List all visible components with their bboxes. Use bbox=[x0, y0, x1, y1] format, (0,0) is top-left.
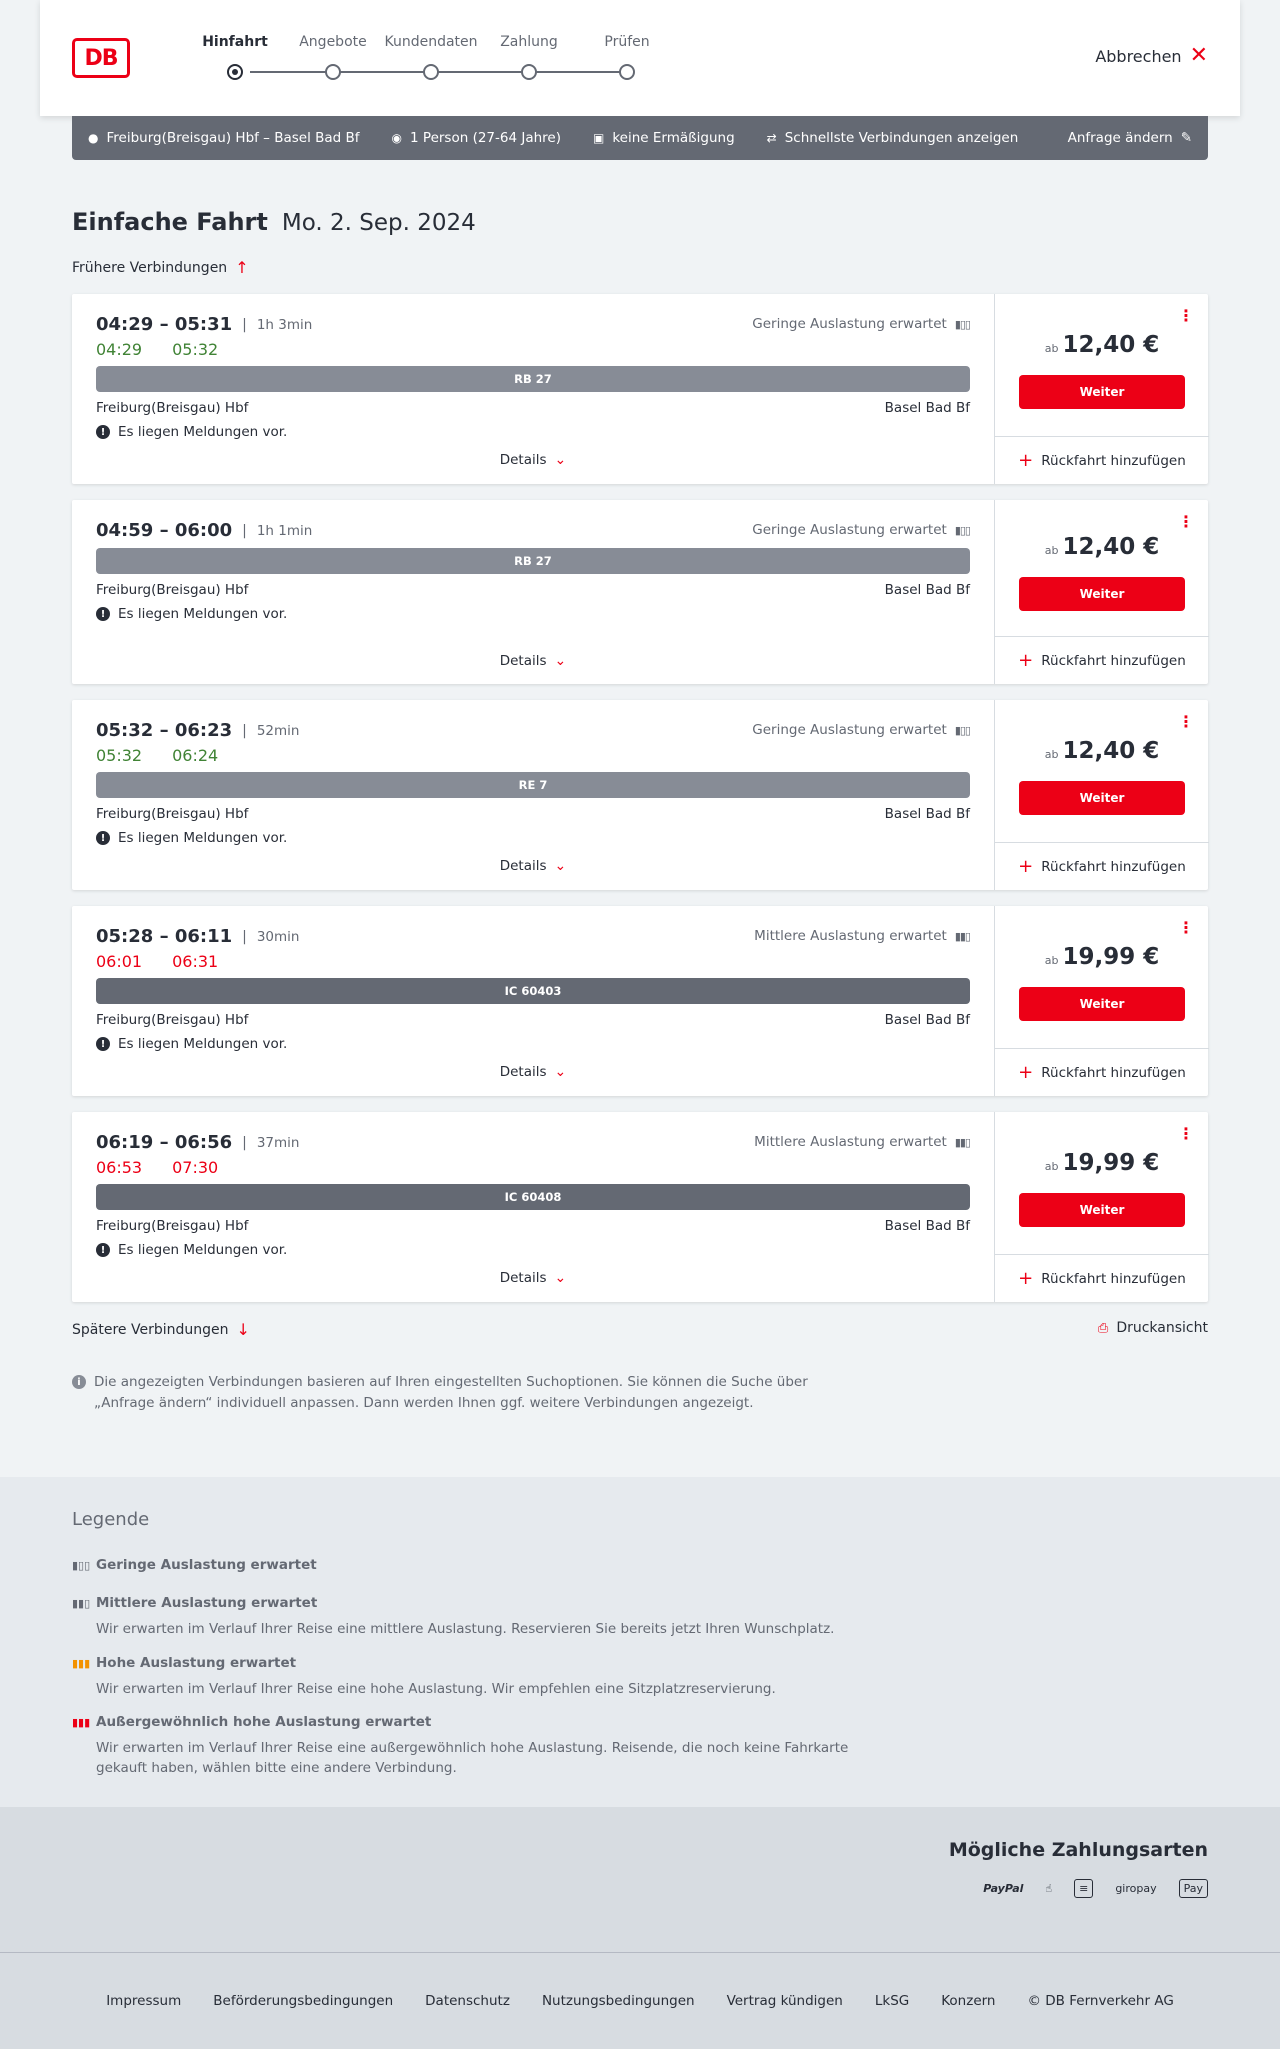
legend-description: Wir erwarten im Verlauf Ihrer Reise eine mittlere Auslastung. Reservieren Sie bereits jetzt Ihren Wunschplatz. bbox=[96, 1621, 835, 1637]
price-panel bbox=[994, 500, 1208, 684]
giropay-icon: giropay bbox=[1115, 1882, 1157, 1895]
warning-icon: ! bbox=[96, 607, 110, 621]
occupancy-info bbox=[752, 522, 970, 538]
page-title bbox=[72, 208, 476, 236]
step-dot bbox=[423, 64, 439, 80]
planned-times bbox=[96, 314, 312, 335]
cancel-label: Abbrechen bbox=[1095, 46, 1182, 66]
legend-item-title bbox=[72, 1595, 872, 1611]
legend-item-title bbox=[72, 1655, 872, 1671]
notice-text: Es liegen Meldungen vor. bbox=[118, 424, 288, 440]
more-options-icon[interactable]: ⋮ bbox=[1178, 918, 1194, 937]
realtime-departure: 06:53 bbox=[96, 1158, 143, 1177]
footer-link-datenschutz[interactable]: Datenschutz bbox=[425, 1993, 510, 2009]
connection-details-panel bbox=[72, 700, 994, 890]
occupancy-very-high-icon: ▮▮▮ bbox=[72, 1715, 91, 1729]
legend-description: Wir erwarten im Verlauf Ihrer Reise eine hohe Auslastung. Wir empfehlen eine Sitzplatzreservierung. bbox=[96, 1681, 776, 1697]
chevron-down-icon: ⌄ bbox=[554, 653, 567, 669]
details-label: Details bbox=[499, 452, 547, 468]
departure-arrival: 04:29 – 05:31 bbox=[96, 314, 233, 335]
realtime-times bbox=[96, 1158, 218, 1177]
step-label: Prüfen bbox=[604, 34, 650, 50]
legend-label: Außergewöhnlich hohe Auslastung erwartet bbox=[96, 1714, 432, 1730]
price-amount: 19,99 € bbox=[1062, 944, 1160, 970]
price bbox=[995, 332, 1209, 358]
destination-station: Basel Bad Bf bbox=[884, 1012, 970, 1028]
connection-card bbox=[72, 294, 1208, 484]
apple-pay-icon: Pay bbox=[1179, 1879, 1208, 1898]
price bbox=[995, 1150, 1209, 1176]
add-return-trip-button[interactable] bbox=[995, 1254, 1209, 1302]
more-options-icon[interactable]: ⋮ bbox=[1178, 712, 1194, 731]
notice-text: Es liegen Meldungen vor. bbox=[118, 606, 288, 622]
legend-item-title bbox=[72, 1557, 872, 1573]
notice-text: Es liegen Meldungen vor. bbox=[118, 830, 288, 846]
continue-button[interactable]: Weiter bbox=[1019, 781, 1185, 815]
sepa-icon: ≡ bbox=[1074, 1879, 1093, 1898]
search-info-note bbox=[72, 1372, 852, 1414]
departure-arrival: 06:19 – 06:56 bbox=[96, 1132, 233, 1153]
price-amount: 12,40 € bbox=[1062, 332, 1160, 358]
connection-details-panel bbox=[72, 1112, 994, 1302]
departure-arrival: 04:59 – 06:00 bbox=[96, 520, 233, 541]
footer-link-lksg[interactable]: LkSG bbox=[874, 1993, 910, 2009]
step-dot bbox=[619, 64, 635, 80]
connection-card bbox=[72, 1112, 1208, 1302]
train-bar[interactable]: IC 60408 bbox=[96, 1184, 970, 1210]
occupancy-medium-icon: ▮▮▯ bbox=[954, 1135, 970, 1149]
notice bbox=[96, 606, 287, 622]
details-label: Details bbox=[499, 653, 547, 669]
price bbox=[995, 534, 1209, 560]
warning-icon: ! bbox=[96, 831, 110, 845]
add-return-trip-button[interactable] bbox=[995, 1048, 1209, 1096]
add-return-label: Rückfahrt hinzufügen bbox=[1041, 858, 1186, 875]
stations bbox=[96, 806, 970, 822]
realtime-departure: 04:29 bbox=[96, 340, 143, 359]
pencil-icon: ✎ bbox=[1180, 130, 1192, 146]
discount-text: keine Ermäßigung bbox=[612, 130, 735, 146]
price-amount: 12,40 € bbox=[1062, 738, 1160, 764]
origin-station: Freiburg(Breisgau) Hbf bbox=[96, 806, 249, 822]
price-panel bbox=[994, 700, 1208, 890]
add-return-label: Rückfahrt hinzufügen bbox=[1041, 1064, 1186, 1081]
plus-icon: + bbox=[1018, 650, 1034, 671]
plus-icon: + bbox=[1018, 450, 1034, 471]
details-label: Details bbox=[499, 1270, 547, 1286]
price-panel bbox=[994, 1112, 1208, 1302]
separator: | bbox=[242, 722, 247, 739]
footer bbox=[0, 1952, 1280, 2049]
planned-times bbox=[96, 926, 299, 947]
departure-arrival: 05:28 – 06:11 bbox=[96, 926, 233, 947]
planned-times bbox=[96, 1132, 299, 1153]
print-view-link[interactable] bbox=[1098, 1320, 1208, 1336]
footer-copyright: © DB Fernverkehr AG bbox=[1027, 1993, 1174, 2009]
connection-card bbox=[72, 700, 1208, 890]
train-bar[interactable]: RB 27 bbox=[96, 366, 970, 392]
realtime-times bbox=[96, 340, 218, 359]
notice bbox=[96, 1242, 287, 1258]
trip-type-title: Einfache Fahrt bbox=[72, 208, 268, 236]
step-angebote[interactable] bbox=[278, 34, 388, 80]
step-label: Angebote bbox=[299, 34, 367, 50]
duration: 30min bbox=[256, 928, 300, 945]
separator: | bbox=[242, 928, 247, 945]
destination-station: Basel Bad Bf bbox=[884, 806, 970, 822]
footer-link-konzern[interactable]: Konzern bbox=[941, 1993, 996, 2009]
add-return-label: Rückfahrt hinzufügen bbox=[1041, 452, 1186, 469]
price-prefix: ab bbox=[1044, 544, 1059, 557]
train-bar[interactable]: RE 7 bbox=[96, 772, 970, 798]
step-hinfahrt[interactable] bbox=[180, 34, 290, 80]
chevron-down-icon: ⌄ bbox=[554, 1270, 567, 1286]
details-label: Details bbox=[499, 1064, 547, 1080]
realtime-arrival: 06:31 bbox=[172, 952, 219, 971]
more-options-icon[interactable]: ⋮ bbox=[1178, 1124, 1194, 1143]
planned-times bbox=[96, 720, 299, 741]
add-return-trip-button[interactable] bbox=[995, 436, 1209, 484]
payment-methods bbox=[0, 1807, 1280, 1952]
details-toggle[interactable] bbox=[72, 452, 994, 468]
details-toggle[interactable] bbox=[72, 1064, 994, 1080]
warning-icon: ! bbox=[96, 1037, 110, 1051]
realtime-arrival: 05:32 bbox=[172, 340, 219, 359]
legend-description: Wir erwarten im Verlauf Ihrer Reise eine außergewöhnlich hohe Auslastung. Reisende, die noch keine Fahrkarte gekauft haben, wählen bitte eine andere Verbindung. bbox=[96, 1740, 849, 1776]
bahncard-icon: ▣ bbox=[593, 131, 605, 145]
earlier-connections-link[interactable] bbox=[72, 258, 249, 277]
travel-date: Mo. 2. Sep. 2024 bbox=[281, 210, 476, 236]
duration: 37min bbox=[256, 1134, 300, 1151]
occupancy-info bbox=[754, 928, 970, 944]
footer-link-nutzungsbedingungen[interactable]: Nutzungsbedingungen bbox=[541, 1993, 695, 2009]
occupancy-text: Mittlere Auslastung erwartet bbox=[754, 1134, 947, 1150]
departure-arrival: 05:32 – 06:23 bbox=[96, 720, 233, 741]
price-panel bbox=[994, 294, 1208, 484]
legend-item-low bbox=[72, 1557, 872, 1573]
continue-button[interactable]: Weiter bbox=[1019, 577, 1185, 611]
fastest-text: Schnellste Verbindungen anzeigen bbox=[784, 130, 1019, 146]
step-label: Kundendaten bbox=[384, 34, 478, 50]
stepper-line bbox=[250, 71, 630, 73]
separator: | bbox=[242, 316, 247, 333]
add-return-label: Rückfahrt hinzufügen bbox=[1041, 1270, 1186, 1287]
price bbox=[995, 738, 1209, 764]
paypal-icon: PayPal bbox=[983, 1882, 1024, 1895]
notice bbox=[96, 424, 287, 440]
notice-text: Es liegen Meldungen vor. bbox=[118, 1242, 288, 1258]
occupancy-low-icon: ▮▯▯ bbox=[954, 523, 970, 537]
footer-link-impressum[interactable]: Impressum bbox=[106, 1993, 182, 2009]
legend-label: Mittlere Auslastung erwartet bbox=[96, 1595, 318, 1611]
route-text: Freiburg(Breisgau) Hbf – Basel Bad Bf bbox=[106, 130, 360, 146]
price-amount: 19,99 € bbox=[1062, 1150, 1160, 1176]
price bbox=[995, 944, 1209, 970]
step-pruefen[interactable] bbox=[572, 34, 682, 80]
later-connections-link[interactable] bbox=[72, 1320, 250, 1339]
warning-icon: ! bbox=[96, 425, 110, 439]
realtime-times bbox=[96, 952, 218, 971]
stations bbox=[96, 582, 970, 598]
person-icon: ◉ bbox=[391, 131, 403, 145]
printer-icon: ⎙ bbox=[1097, 1320, 1109, 1336]
continue-button[interactable]: Weiter bbox=[1019, 375, 1185, 409]
connection-card bbox=[72, 906, 1208, 1096]
legend-item-high bbox=[72, 1655, 872, 1699]
train-bar[interactable]: RB 27 bbox=[96, 548, 970, 574]
legend-item-title bbox=[72, 1714, 872, 1730]
connection-details-panel bbox=[72, 294, 994, 484]
chevron-down-icon: ⌄ bbox=[554, 1064, 567, 1080]
stations bbox=[96, 1218, 970, 1234]
plus-icon: + bbox=[1018, 856, 1034, 877]
add-return-label: Rückfahrt hinzufügen bbox=[1041, 652, 1186, 669]
step-dot-active bbox=[227, 64, 243, 80]
more-options-icon[interactable]: ⋮ bbox=[1178, 512, 1194, 531]
occupancy-text: Mittlere Auslastung erwartet bbox=[754, 928, 947, 944]
price-panel bbox=[994, 906, 1208, 1096]
realtime-departure: 06:01 bbox=[96, 952, 143, 971]
arrow-up-icon: ↑ bbox=[235, 258, 249, 277]
stations bbox=[96, 400, 970, 416]
info-icon: i bbox=[72, 1375, 86, 1389]
payment-title: Mögliche Zahlungsarten bbox=[948, 1839, 1208, 1861]
planned-times bbox=[96, 520, 312, 541]
occupancy-medium-icon: ▮▮▯ bbox=[954, 929, 970, 943]
price-prefix: ab bbox=[1044, 342, 1059, 355]
price-prefix: ab bbox=[1044, 1160, 1059, 1173]
info-text: Die angezeigten Verbindungen basieren auf Ihren eingestellten Suchoptionen. Sie können die Suche über „Anfrage ändern“ individuell anpassen. Dann werden Ihnen ggf. weitere Verbindungen angezeigt. bbox=[94, 1374, 808, 1411]
footer-links bbox=[0, 1993, 1280, 2009]
credit-card-hand-icon: ☝ bbox=[1045, 1882, 1053, 1895]
legend-item-medium bbox=[72, 1595, 872, 1639]
occupancy-high-icon: ▮▮▮ bbox=[72, 1656, 91, 1670]
realtime-times bbox=[96, 746, 218, 765]
duration: 52min bbox=[256, 722, 300, 739]
legend-label: Geringe Auslastung erwartet bbox=[96, 1557, 317, 1573]
edit-request-button[interactable] bbox=[1068, 130, 1192, 146]
realtime-arrival: 07:30 bbox=[172, 1158, 219, 1177]
fastest-summary bbox=[767, 130, 1019, 146]
occupancy-text: Geringe Auslastung erwartet bbox=[752, 722, 947, 738]
occupancy-low-icon: ▮▯▯ bbox=[954, 317, 970, 331]
occupancy-low-icon: ▮▯▯ bbox=[954, 723, 970, 737]
realtime-arrival: 06:24 bbox=[172, 746, 219, 765]
stations bbox=[96, 1012, 970, 1028]
separator: | bbox=[242, 1134, 247, 1151]
discount-summary bbox=[593, 130, 735, 146]
details-toggle[interactable] bbox=[72, 653, 994, 669]
duration: 1h 1min bbox=[256, 522, 313, 539]
details-toggle[interactable] bbox=[72, 858, 994, 874]
occupancy-info bbox=[752, 316, 970, 332]
step-dot bbox=[521, 64, 537, 80]
occupancy-info bbox=[752, 722, 970, 738]
legend-item-very-high bbox=[72, 1714, 872, 1778]
close-icon: ✕ bbox=[1189, 43, 1208, 68]
connection-details-panel bbox=[72, 906, 994, 1096]
occupancy-low-icon: ▮▯▯ bbox=[72, 1558, 91, 1572]
separator: | bbox=[242, 522, 247, 539]
price-prefix: ab bbox=[1044, 748, 1059, 761]
location-pin-icon: ● bbox=[88, 131, 99, 145]
occupancy-info bbox=[754, 1134, 970, 1150]
arrow-down-icon: ↓ bbox=[236, 1320, 250, 1339]
details-label: Details bbox=[499, 858, 547, 874]
plus-icon: + bbox=[1018, 1268, 1034, 1289]
plus-icon: + bbox=[1018, 1062, 1034, 1083]
continue-button[interactable]: Weiter bbox=[1019, 1193, 1185, 1227]
legend-label: Hohe Auslastung erwartet bbox=[96, 1655, 297, 1671]
payment-icons bbox=[983, 1879, 1208, 1898]
earlier-label: Frühere Verbindungen bbox=[72, 259, 228, 276]
continue-button[interactable]: Weiter bbox=[1019, 987, 1185, 1021]
occupancy-medium-icon: ▮▮▯ bbox=[72, 1596, 91, 1610]
footer-link-vertrag-kuendigen[interactable]: Vertrag kündigen bbox=[726, 1993, 843, 2009]
price-prefix: ab bbox=[1044, 954, 1059, 967]
occupancy-legend bbox=[0, 1477, 1280, 1807]
destination-station: Basel Bad Bf bbox=[884, 400, 970, 416]
train-bar[interactable]: IC 60403 bbox=[96, 978, 970, 1004]
notice-text: Es liegen Meldungen vor. bbox=[118, 1036, 288, 1052]
details-toggle[interactable] bbox=[72, 1270, 994, 1286]
step-zahlung[interactable] bbox=[474, 34, 584, 80]
origin-station: Freiburg(Breisgau) Hbf bbox=[96, 582, 249, 598]
footer-link-befoerderungsbedingungen[interactable]: Beförderungsbedingungen bbox=[213, 1993, 394, 2009]
edit-request-label: Anfrage ändern bbox=[1067, 130, 1173, 146]
duration: 1h 3min bbox=[256, 316, 313, 333]
step-dot bbox=[325, 64, 341, 80]
route-summary bbox=[88, 130, 360, 146]
origin-station: Freiburg(Breisgau) Hbf bbox=[96, 1012, 249, 1028]
print-label: Druckansicht bbox=[1116, 1320, 1208, 1336]
more-options-icon[interactable]: ⋮ bbox=[1178, 306, 1194, 325]
destination-station: Basel Bad Bf bbox=[884, 1218, 970, 1234]
db-logo[interactable]: DB bbox=[72, 38, 130, 78]
add-return-trip-button[interactable] bbox=[995, 636, 1209, 684]
step-label: Hinfahrt bbox=[202, 34, 268, 50]
later-label: Spätere Verbindungen bbox=[72, 1321, 229, 1338]
realtime-departure: 05:32 bbox=[96, 746, 143, 765]
chevron-down-icon: ⌄ bbox=[554, 452, 567, 468]
notice bbox=[96, 1036, 287, 1052]
chevron-down-icon: ⌄ bbox=[554, 858, 567, 874]
cancel-button[interactable] bbox=[1095, 43, 1208, 68]
origin-station: Freiburg(Breisgau) Hbf bbox=[96, 1218, 249, 1234]
legend-title: Legende bbox=[72, 1509, 150, 1530]
persons-summary bbox=[392, 130, 561, 146]
progress-stepper bbox=[180, 34, 680, 84]
persons-text: 1 Person (27-64 Jahre) bbox=[410, 130, 561, 146]
occupancy-text: Geringe Auslastung erwartet bbox=[752, 522, 947, 538]
header bbox=[40, 0, 1240, 116]
add-return-trip-button[interactable] bbox=[995, 842, 1209, 890]
warning-icon: ! bbox=[96, 1243, 110, 1257]
search-summary-bar bbox=[72, 116, 1208, 160]
connection-details-panel bbox=[72, 500, 994, 684]
swap-arrows-icon: ⇄ bbox=[766, 131, 777, 145]
connection-card bbox=[72, 500, 1208, 684]
origin-station: Freiburg(Breisgau) Hbf bbox=[96, 400, 249, 416]
step-label: Zahlung bbox=[500, 34, 558, 50]
notice bbox=[96, 830, 287, 846]
destination-station: Basel Bad Bf bbox=[884, 582, 970, 598]
step-kundendaten[interactable] bbox=[376, 34, 486, 80]
occupancy-text: Geringe Auslastung erwartet bbox=[752, 316, 947, 332]
price-amount: 12,40 € bbox=[1062, 534, 1160, 560]
